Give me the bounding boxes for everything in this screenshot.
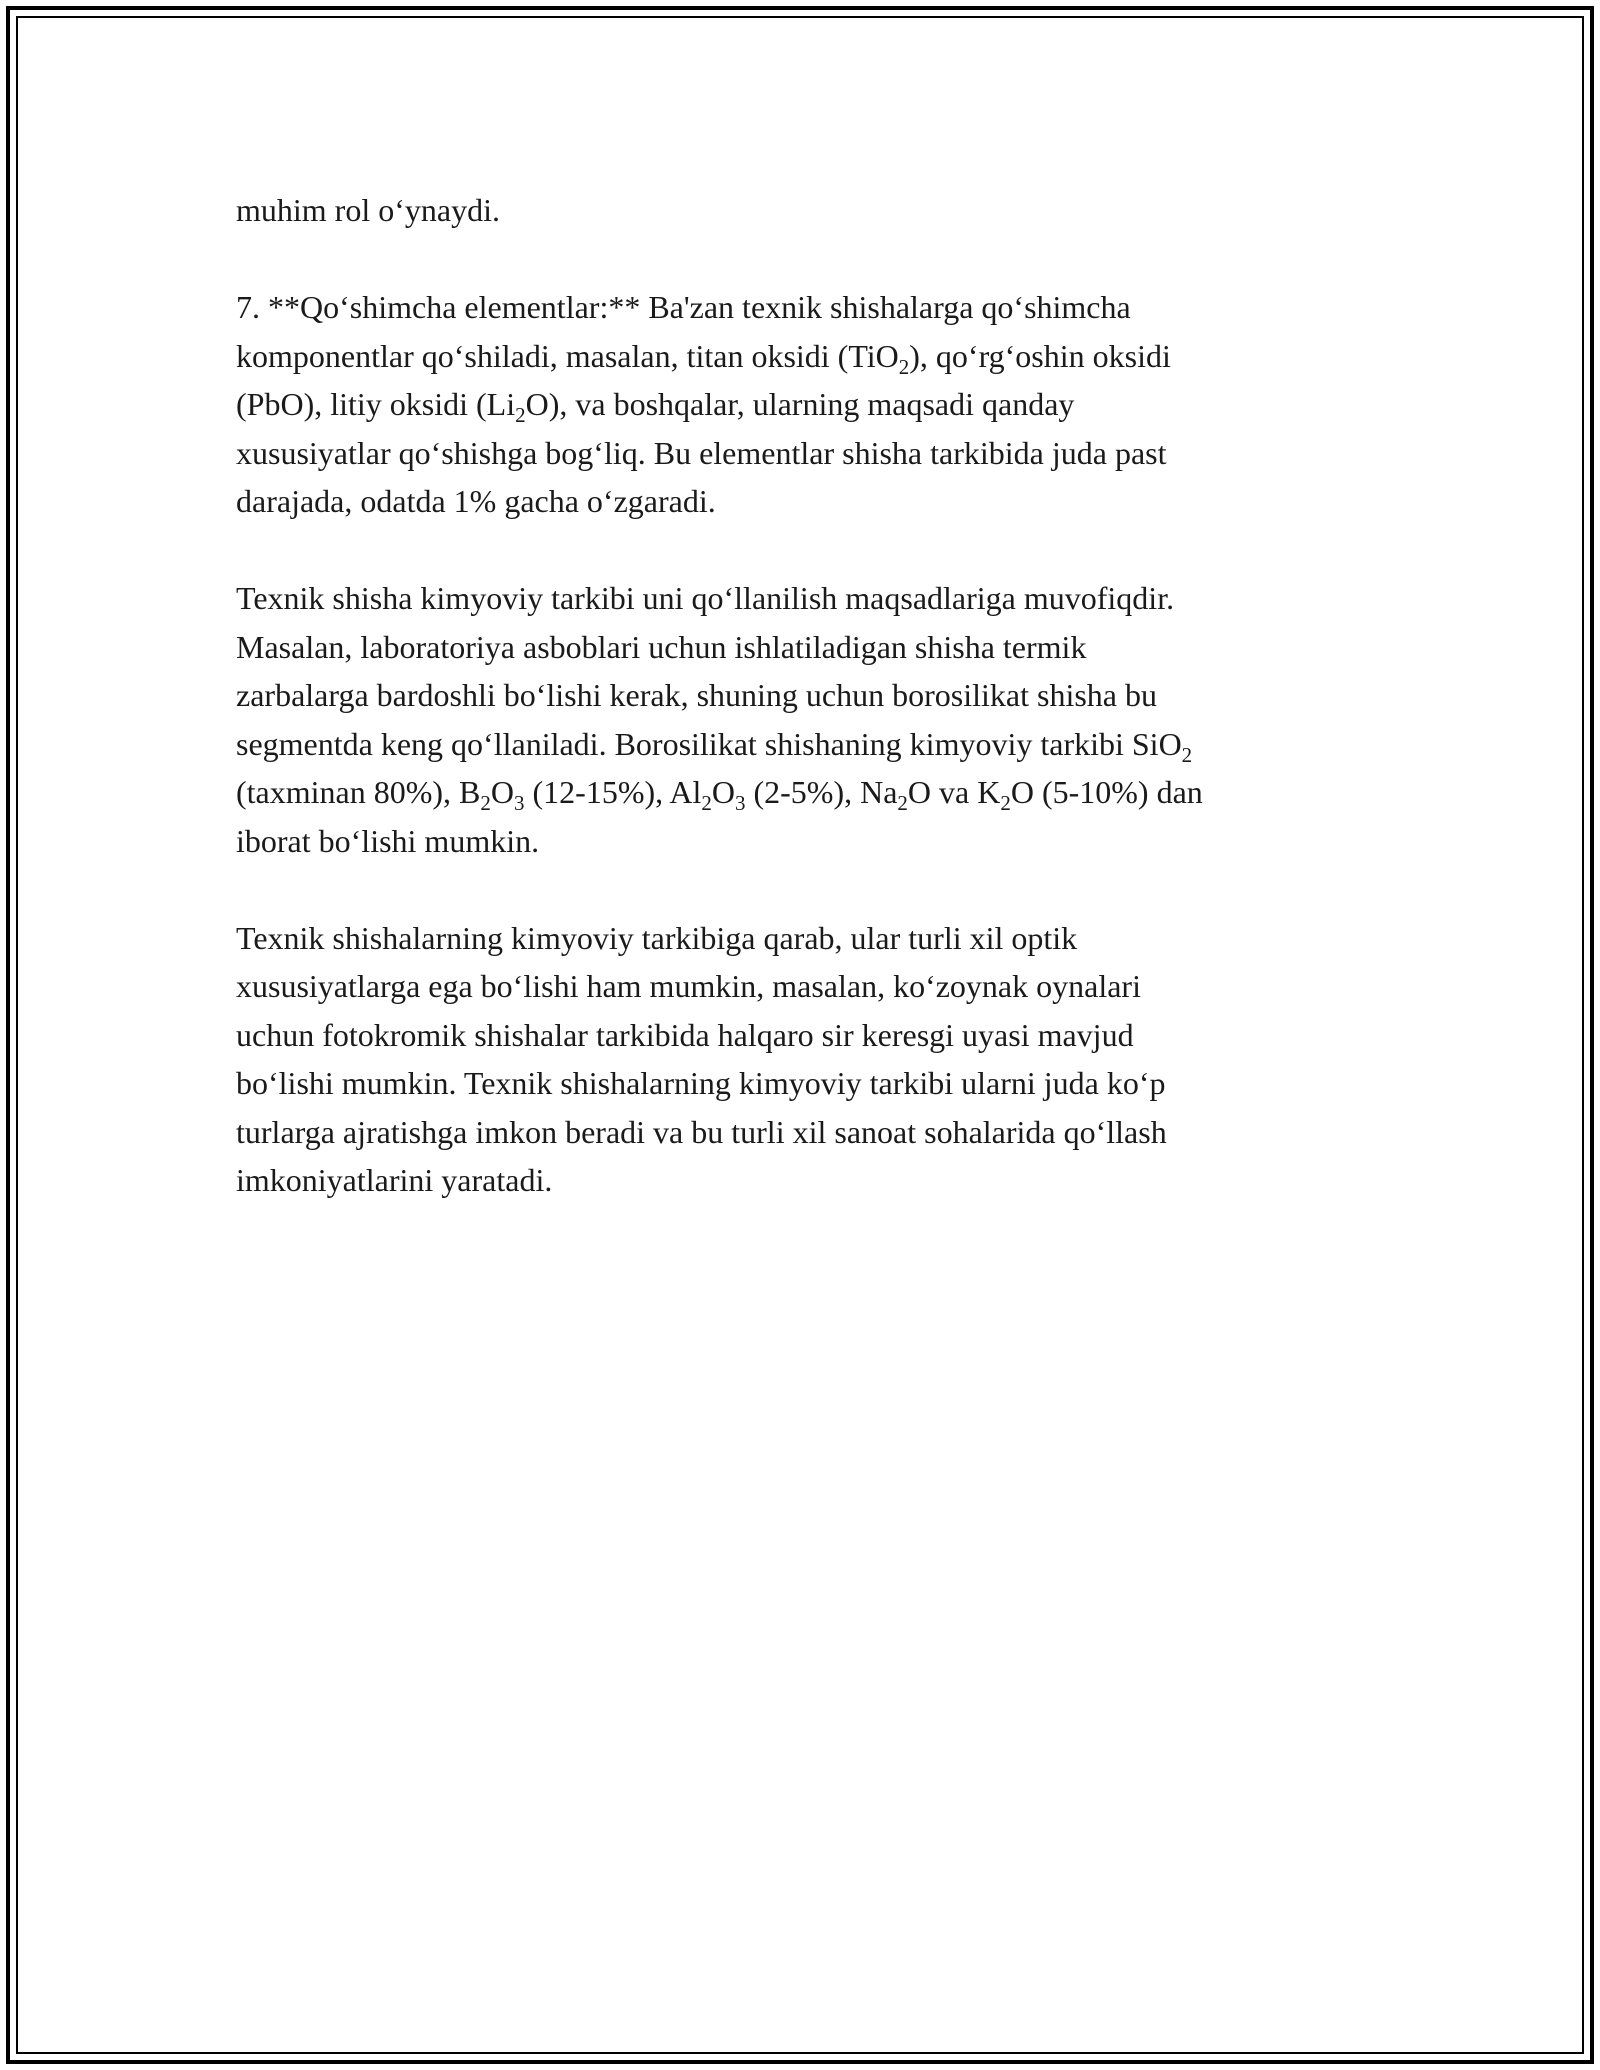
- text-line: [236, 283, 1366, 332]
- text-run: O va K: [907, 774, 1001, 810]
- text-run: Masalan, laboratoriya asboblari uchun ishlatiladigan shisha termik: [236, 628, 1087, 665]
- paragraph-gap: [236, 526, 1366, 575]
- paragraph-1: [236, 186, 1366, 235]
- text-run: iborat bo‘lishi mumkin.: [236, 822, 540, 859]
- text-line: [236, 1011, 1366, 1060]
- subscript: 2: [701, 791, 712, 815]
- text-run: (PbO), litiy oksidi (Li: [236, 386, 516, 422]
- text-line: [236, 962, 1366, 1011]
- text-line: [236, 817, 1366, 866]
- text-run: segmentda keng qo‘llaniladi. Borosilikat shishaning kimyoviy tarkibi SiO: [236, 725, 1182, 762]
- text-run: bo‘lishi mumkin. Texnik shishalarning kimyoviy tarkibi ularni juda ko‘p: [236, 1065, 1166, 1101]
- subscript: 3: [514, 791, 525, 815]
- paragraph-gap: [236, 235, 1366, 284]
- text-run: (12-15%), Al: [524, 774, 702, 810]
- text-line: [236, 429, 1366, 478]
- text-line: [236, 1156, 1366, 1205]
- text-line: [236, 477, 1366, 526]
- text-run: O (5-10%) dan: [1010, 774, 1203, 810]
- text-line: [236, 1108, 1366, 1157]
- text-run: zarbalarga bardoshli bo‘lishi kerak, shuning uchun borosilikat shisha bu: [236, 677, 1157, 713]
- text-run: xususiyatlar qo‘shishga bog‘liq. Bu elementlar shisha tarkibida juda past: [236, 434, 1167, 471]
- paragraph-4: [236, 914, 1366, 1205]
- document-body: [236, 186, 1366, 1205]
- subscript: 2: [480, 791, 491, 815]
- text-line: [236, 574, 1366, 623]
- text-run: 7. **Qo‘shimcha elementlar:** Ba'zan texnik shishalarga qo‘shimcha: [236, 289, 1131, 325]
- text-run: O), va boshqalar, ularning maqsadi qanday: [525, 386, 1075, 422]
- text-line: [236, 720, 1366, 769]
- text-run: O: [711, 774, 735, 810]
- subscript: 2: [898, 354, 910, 379]
- subscript: 2: [1181, 742, 1193, 767]
- text-run: Texnik shisha kimyoviy tarkibi uni qo‘llanilish maqsadlariga muvofiqdir.: [236, 580, 1175, 616]
- text-run: ), qo‘rg‘oshin oksidi: [909, 337, 1171, 374]
- text-line: [236, 332, 1366, 381]
- text-run: O: [490, 774, 514, 810]
- text-line: [236, 1059, 1366, 1108]
- text-run: darajada, odatda 1% gacha o‘zgaradi.: [236, 483, 716, 519]
- paragraph-2: [236, 283, 1366, 526]
- paragraph-gap: [236, 865, 1366, 914]
- paragraph-3: [236, 574, 1366, 865]
- text-run: (taxminan 80%), B: [236, 774, 481, 810]
- subscript: 3: [734, 791, 746, 815]
- text-run: (2-5%), Na: [745, 774, 898, 810]
- text-run: komponentlar qo‘shiladi, masalan, titan oksidi (TiO: [236, 337, 899, 374]
- text-run: Texnik shishalarning kimyoviy tarkibiga qarab, ular turli xil optik: [236, 919, 1078, 956]
- subscript: 2: [515, 403, 526, 427]
- text-run: muhim rol o‘ynaydi.: [236, 192, 500, 228]
- text-line: [236, 914, 1366, 963]
- text-run: uchun fotokromik shishalar tarkibida halqaro sir keresgi uyasi mavjud: [236, 1016, 1134, 1053]
- text-run: imkoniyatlarini yaratadi.: [236, 1162, 553, 1198]
- subscript: 2: [897, 791, 908, 815]
- text-line: [236, 623, 1366, 672]
- text-line: [236, 671, 1366, 720]
- text-run: turlarga ajratishga imkon beradi va bu turli xil sanoat sohalarida qo‘llash: [236, 1113, 1167, 1150]
- text-line: [236, 186, 1366, 235]
- text-line: [236, 380, 1366, 429]
- subscript: 2: [1000, 791, 1011, 815]
- text-run: xususiyatlarga ega bo‘lishi ham mumkin, masalan, ko‘zoynak oynalari: [236, 968, 1141, 1004]
- text-line: [236, 768, 1366, 817]
